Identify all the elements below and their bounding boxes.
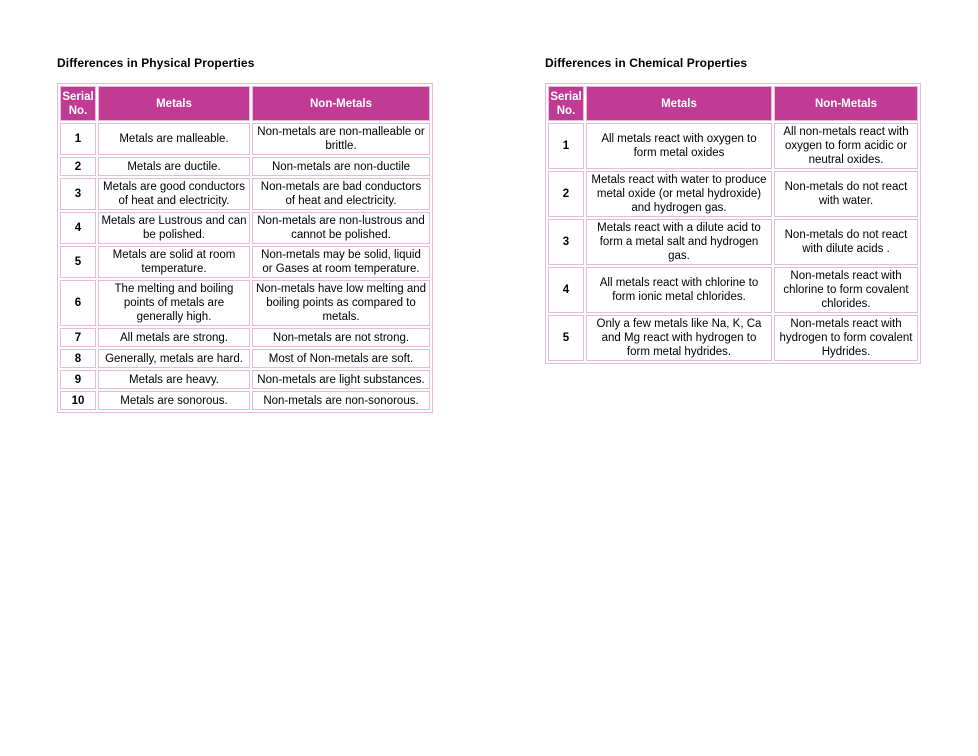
serial-no-column-header: Serial No.: [548, 86, 584, 121]
metals-cell: Metals react with a dilute acid to form a metal salt and hydrogen gas.: [586, 219, 772, 265]
serial-no-column-header: Serial No.: [60, 86, 96, 121]
physical-properties-section: [57, 56, 431, 413]
non-metals-cell: Non-metals react with chlorine to form covalent chlorides.: [774, 267, 918, 313]
table-row: [60, 157, 430, 176]
metals-cell: Metals are malleable.: [98, 123, 250, 155]
table-row: [60, 391, 430, 410]
serial-cell: 9: [60, 370, 96, 389]
serial-cell: 8: [60, 349, 96, 368]
serial-cell: 2: [60, 157, 96, 176]
chemical-table-body: [548, 123, 918, 361]
non-metals-cell: Non-metals are non-sonorous.: [252, 391, 430, 410]
metals-cell: The melting and boiling points of metals are generally high.: [98, 280, 250, 326]
chemical-properties-title: Differences in Chemical Properties: [545, 56, 748, 70]
serial-cell: 1: [548, 123, 584, 169]
non-metals-cell: Most of Non-metals are soft.: [252, 349, 430, 368]
non-metals-column-header: Non-Metals: [252, 86, 430, 121]
table-row: [548, 219, 918, 265]
metals-cell: Metals are sonorous.: [98, 391, 250, 410]
metals-cell: Generally, metals are hard.: [98, 349, 250, 368]
metals-cell: All metals react with oxygen to form metal oxides: [586, 123, 772, 169]
chemical-table-header: [548, 86, 918, 121]
non-metals-cell: Non-metals react with hydrogen to form covalent Hydrides.: [774, 315, 918, 361]
metals-cell: Metals are ductile.: [98, 157, 250, 176]
non-metals-column-header: Non-Metals: [774, 86, 918, 121]
metals-cell: Only a few metals like Na, K, Ca and Mg react with hydrogen to form metal hydrides.: [586, 315, 772, 361]
non-metals-cell: Non-metals are not strong.: [252, 328, 430, 347]
table-row: [548, 171, 918, 217]
serial-cell: 6: [60, 280, 96, 326]
metals-cell: Metals are good conductors of heat and electricity.: [98, 178, 250, 210]
table-row: [60, 328, 430, 347]
physical-table-body: [60, 123, 430, 410]
serial-cell: 10: [60, 391, 96, 410]
chemical-properties-section: [545, 56, 919, 364]
metals-cell: Metals are solid at room temperature.: [98, 246, 250, 278]
table-row: [60, 246, 430, 278]
table-row: [60, 123, 430, 155]
non-metals-cell: Non-metals may be solid, liquid or Gases at room temperature.: [252, 246, 430, 278]
non-metals-cell: Non-metals are bad conductors of heat and electricity.: [252, 178, 430, 210]
serial-cell: 4: [60, 212, 96, 244]
metals-cell: All metals are strong.: [98, 328, 250, 347]
non-metals-cell: Non-metals are non-ductile: [252, 157, 430, 176]
table-row: [548, 315, 918, 361]
header-row: [60, 86, 430, 121]
table-row: [60, 370, 430, 389]
metals-cell: Metals react with water to produce metal oxide (or metal hydroxide) and hydrogen gas.: [586, 171, 772, 217]
physical-properties-table: [57, 83, 433, 413]
metals-cell: All metals react with chlorine to form ionic metal chlorides.: [586, 267, 772, 313]
physical-table-header: [60, 86, 430, 121]
serial-cell: 7: [60, 328, 96, 347]
metals-cell: Metals are heavy.: [98, 370, 250, 389]
non-metals-cell: Non-metals have low melting and boiling points as compared to metals.: [252, 280, 430, 326]
chemical-properties-table: [545, 83, 921, 364]
metals-column-header: Metals: [586, 86, 772, 121]
metals-column-header: Metals: [98, 86, 250, 121]
metals-cell: Metals are Lustrous and can be polished.: [98, 212, 250, 244]
non-metals-cell: Non-metals do not react with dilute acids .: [774, 219, 918, 265]
serial-cell: 2: [548, 171, 584, 217]
header-row: [548, 86, 918, 121]
table-row: [60, 178, 430, 210]
serial-cell: 4: [548, 267, 584, 313]
non-metals-cell: All non-metals react with oxygen to form acidic or neutral oxides.: [774, 123, 918, 169]
non-metals-cell: Non-metals are light substances.: [252, 370, 430, 389]
serial-cell: 3: [548, 219, 584, 265]
serial-cell: 3: [60, 178, 96, 210]
physical-properties-title: Differences in Physical Properties: [57, 56, 255, 70]
serial-cell: 1: [60, 123, 96, 155]
table-row: [548, 267, 918, 313]
table-row: [60, 349, 430, 368]
table-row: [60, 280, 430, 326]
serial-cell: 5: [548, 315, 584, 361]
non-metals-cell: Non-metals are non-malleable or brittle.: [252, 123, 430, 155]
serial-cell: 5: [60, 246, 96, 278]
table-row: [548, 123, 918, 169]
non-metals-cell: Non-metals do not react with water.: [774, 171, 918, 217]
non-metals-cell: Non-metals are non-lustrous and cannot be polished.: [252, 212, 430, 244]
table-row: [60, 212, 430, 244]
